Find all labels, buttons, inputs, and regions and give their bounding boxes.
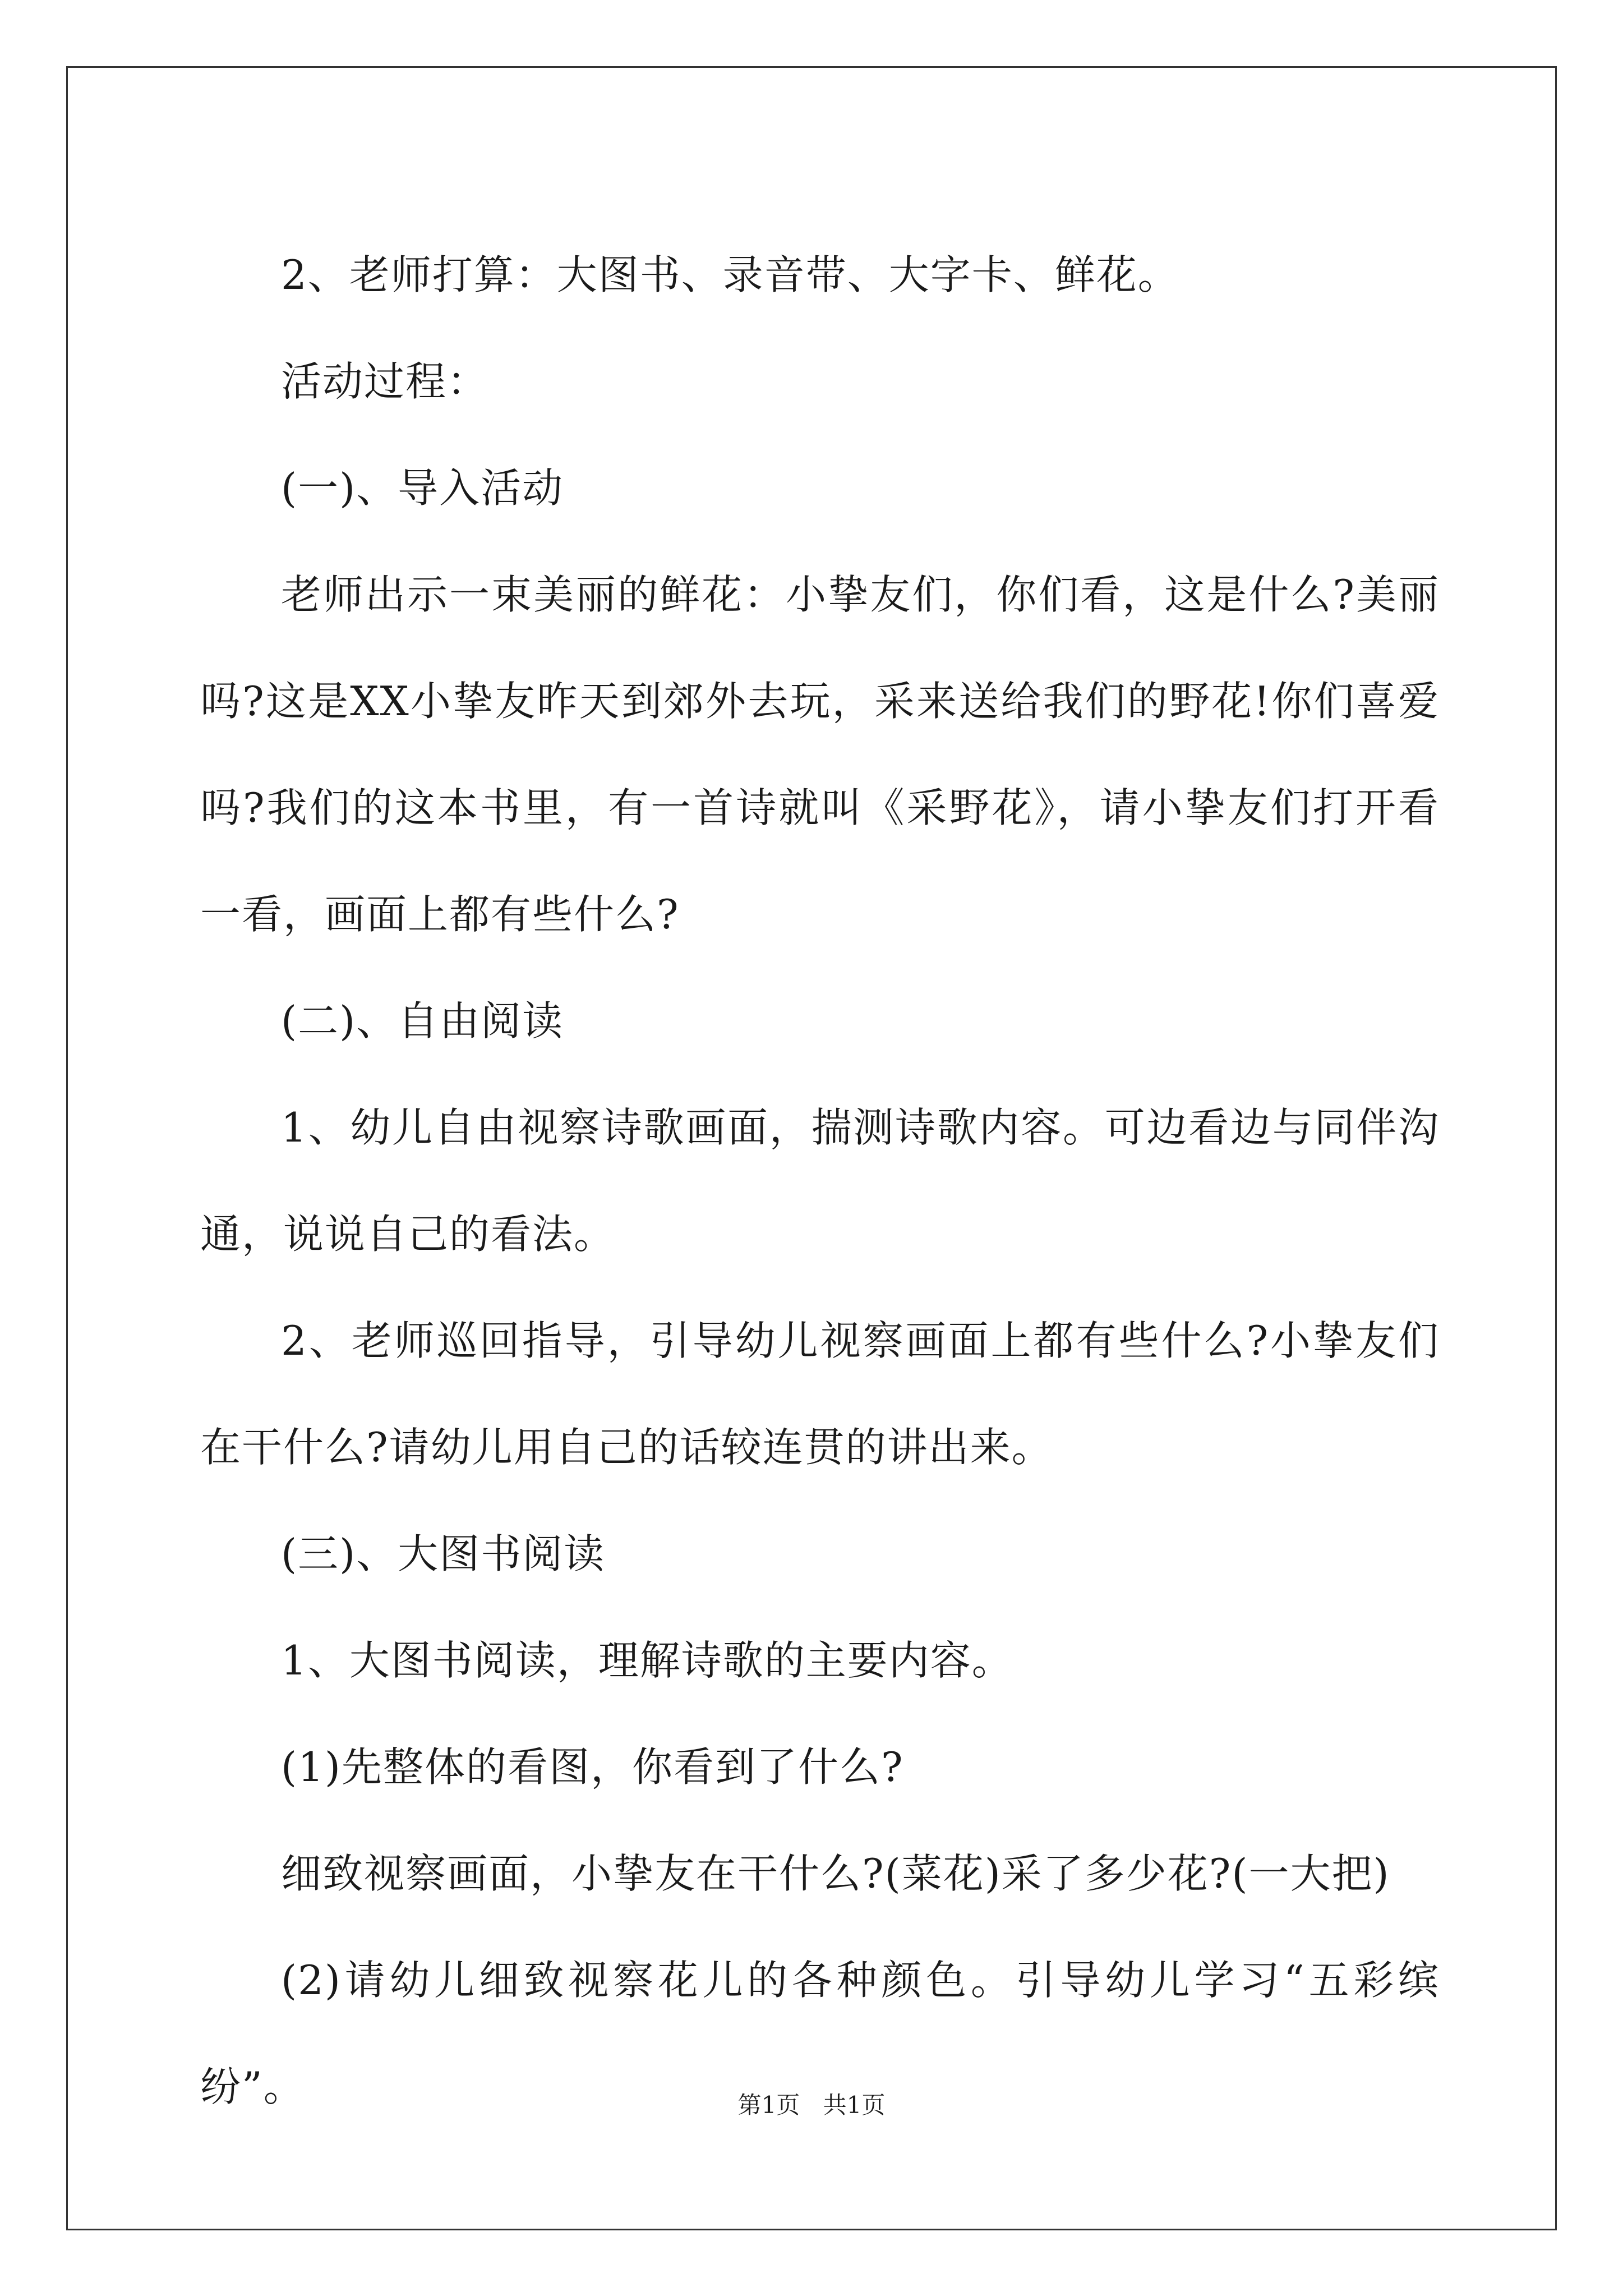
paragraph: 2、老师打算：大图书、录音带、大字卡、鲜花。 [281,251,1179,298]
paragraph: 2、老师巡回指导，引导幼儿视察画面上都有些什么?小挚友们在干什么?请幼儿用自己的话较连贯的讲出来。 [200,1317,1440,1471]
section-heading: (二)、自由阅读 [281,997,564,1045]
page-footer [0,2087,1623,2120]
document-body [200,222,1440,2140]
section-heading: (一)、导入活动 [281,464,564,512]
paragraph: 1、大图书阅读，理解诗歌的主要内容。 [281,1637,1013,1684]
paragraph: (1)先整体的看图，你看到了什么? [281,1743,904,1791]
paragraph: 老师出示一束美丽的鲜花：小挚友们，你们看，这是什么?美丽吗?这是XX小挚友昨天到郊外去玩，采来送给我们的野花!你们喜爱吗?我们的这本书里，有一首诗就叫《采野花》，请小挚友们打开看一看，画面上都有些什么? [200,571,1440,938]
section-heading: (三)、大图书阅读 [281,1530,606,1577]
paragraph: 活动过程： [281,358,489,405]
page-number-current: 第1页 [737,2091,800,2119]
paragraph: (2)请幼儿细致视察花儿的各种颜色。引导幼儿学习“五彩缤纷”。 [200,1957,1440,2110]
page-number-total: 共1页 [823,2091,886,2119]
paragraph: 细致视察画面，小挚友在干什么?(菜花)采了多少花?(一大把) [281,1850,1390,1897]
paragraph: 1、幼儿自由视察诗歌画面，揣测诗歌内容。可边看边与同伴沟通，说说自己的看法。 [200,1104,1440,1258]
